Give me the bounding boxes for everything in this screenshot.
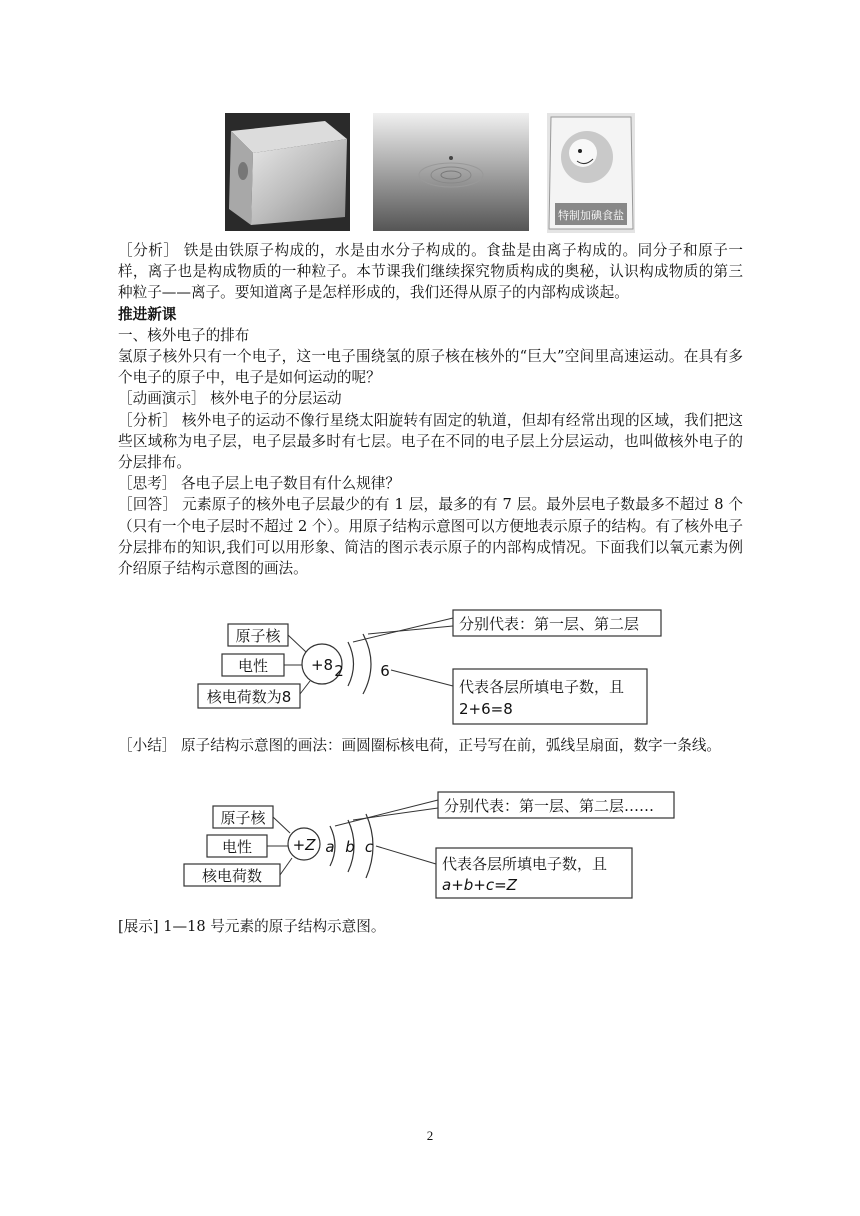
nucleus-charge-2: +Z bbox=[292, 836, 316, 854]
summary-paragraph bbox=[118, 735, 743, 756]
nucleus-charge: +8 bbox=[310, 656, 334, 674]
animation-paragraph bbox=[118, 388, 743, 409]
intro-paragraph bbox=[118, 240, 743, 304]
summary-text: 原子结构示意图的画法：画圆圈标核电荷，正号写在前，弧线呈扇面，数字一条线。 bbox=[176, 737, 722, 754]
tag-summary: ［小结］ bbox=[118, 737, 177, 754]
label-nucleus: 原子核 bbox=[235, 627, 281, 645]
tag-answer: ［回答］ bbox=[118, 496, 178, 514]
label-count-line1: 代表各层所填电子数，且 bbox=[459, 678, 625, 696]
answer-paragraph bbox=[118, 494, 743, 579]
label-count2-line2: a+b+c=Z bbox=[442, 876, 517, 894]
electron-a: a bbox=[325, 838, 335, 856]
text-section-1 bbox=[118, 240, 743, 579]
label-layers: 分别代表：第一层、第二层 bbox=[459, 615, 640, 633]
analysis2-text: 核外电子的运动不像行星绕太阳旋转有固定的轨道，但却有经常出现的区域，我们把这些区域称为电子层，电子层最多时有七层。电子在不同的电子层上分层运动，也叫做核外电子的分层排布。 bbox=[118, 411, 743, 472]
label-charge-2: 电性 bbox=[221, 838, 253, 856]
iron-box-photo bbox=[225, 113, 350, 231]
display-text: 1—18 号元素的原子结构示意图。 bbox=[158, 918, 386, 935]
label-number-2: 核电荷数 bbox=[201, 867, 263, 885]
tag-analysis: ［分析］ bbox=[118, 242, 179, 259]
intro-text: 铁是由铁原子构成的，水是由水分子构成的。食盐是由离子构成的。同分子和原子一样，离子也是构成物质的一种粒子。本节课我们继续探究物质构成的奥秘，认识构成物质的第三种粒子——离子。要知道离子是怎样形成的，我们还得从原子的内部构成谈起。 bbox=[118, 242, 743, 302]
text-section-3 bbox=[118, 916, 743, 937]
subheading: 一、核外电子的排布 bbox=[118, 326, 250, 344]
section-heading: 推进新课 bbox=[118, 305, 177, 323]
general-structure-diagram bbox=[180, 786, 680, 901]
thinking-text: 各电子层上电子数目有什么规律？ bbox=[176, 475, 400, 493]
water-ripple-photo bbox=[373, 113, 529, 231]
animation-text: 核外电子的分层运动 bbox=[205, 390, 342, 408]
label-layers-2: 分别代表：第一层、第二层…… bbox=[444, 797, 655, 815]
thinking-paragraph bbox=[118, 473, 743, 494]
tag-analysis2: ［分析］ bbox=[118, 411, 178, 429]
electron-c: c bbox=[364, 838, 374, 856]
shell-arc-2 bbox=[363, 634, 371, 694]
label-count2-line1: 代表各层所填电子数，且 bbox=[442, 855, 608, 873]
shell-arc-1 bbox=[348, 642, 354, 686]
analysis2-paragraph bbox=[118, 410, 743, 474]
tag-thinking: ［思考］ bbox=[118, 475, 177, 493]
text-section-2 bbox=[118, 735, 743, 756]
tag-display: [展示] bbox=[118, 918, 159, 935]
answer-text: 元素原子的核外电子层最少的有 1 层，最多的有 7 层。最外层电子数最多不超过 8 个（只有一个电子层时不超过 2 个）。用原子结构示意图可以方便地表示原子的结构。有了核外电子分层排布的知识,我们可以用形象、简洁的图示表示原子的内部构成情况。下面我们以氧元素为例介绍原子结构示意图的画法。 bbox=[118, 496, 743, 578]
display-paragraph bbox=[118, 916, 743, 937]
electron-count-2: 6 bbox=[380, 662, 390, 680]
label-count-line2: 2+6=8 bbox=[459, 700, 513, 718]
oxygen-structure-diagram bbox=[195, 604, 675, 729]
tag-animation: ［动画演示］ bbox=[118, 390, 206, 408]
page-number: 2 bbox=[426, 1128, 434, 1143]
electron-count-1: 2 bbox=[334, 662, 344, 680]
label-number: 核电荷数为8 bbox=[206, 688, 292, 706]
hydrogen-paragraph: 氢原子核外只有一个电子，这一电子围绕氢的原子核在核外的“巨大”空间里高速运动。在具有多个电子的原子中，电子是如何运动的呢？ bbox=[118, 348, 743, 387]
label-nucleus-2: 原子核 bbox=[220, 809, 266, 827]
salt-bag-photo bbox=[547, 113, 635, 233]
label-charge: 电性 bbox=[237, 657, 269, 675]
photo-row bbox=[0, 113, 860, 233]
salt-bag-label: 特制加碘食盐 bbox=[558, 209, 624, 222]
electron-b: b bbox=[345, 838, 355, 856]
